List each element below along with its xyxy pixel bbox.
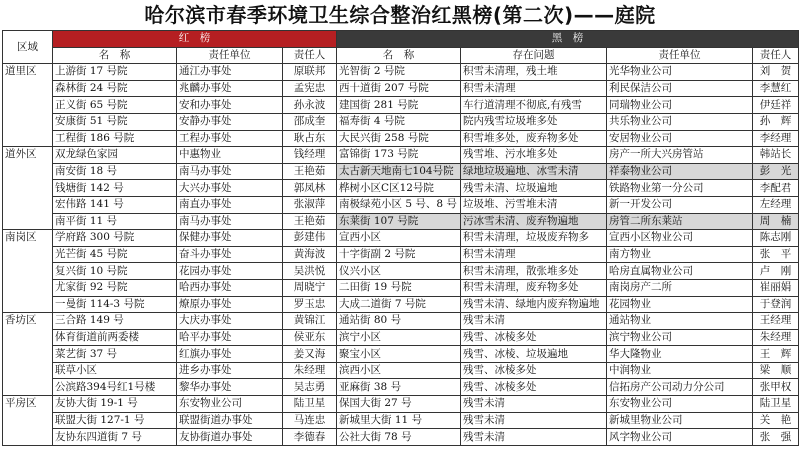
table-row [3,196,799,213]
red-person-cell: 王艳茹 [283,163,337,180]
black-col-person: 责任人 [753,47,799,64]
black-unit-cell: 花园物业 [607,296,753,313]
table-row [3,279,799,296]
black-list-header: 黑 榜 [337,31,799,48]
table-row [3,329,799,346]
black-issue-cell: 积雪未清理，废弃物多处 [461,279,607,296]
red-person-cell: 马连忠 [283,412,337,429]
red-unit-cell: 安和办事处 [177,97,283,114]
red-person-cell: 孟宪忠 [283,80,337,97]
red-name-cell: 友协东四道街 7 号 [53,429,177,446]
black-person-cell: 李经理 [753,130,799,147]
black-unit-cell: 新一开发公司 [607,196,753,213]
black-person-cell: 彭 光 [753,163,799,180]
black-name-cell: 滨西小区 [337,362,461,379]
red-unit-cell: 东安物业公司 [177,396,283,413]
black-issue-cell: 残雪未清 [461,412,607,429]
black-issue-cell: 残雪未清、绿地内废弃物遍地 [461,296,607,313]
black-unit-cell: 利民保洁公司 [607,80,753,97]
black-unit-cell: 同瑞物业公司 [607,97,753,114]
black-issue-cell: 积雪未清理 [461,80,607,97]
red-person-cell: 张淑萍 [283,196,337,213]
black-person-cell: 关 艳 [753,412,799,429]
black-name-cell: 新城里大街 11 号 [337,412,461,429]
table-row [3,147,799,164]
red-unit-cell: 友协街道办事处 [177,429,283,446]
black-name-cell: 通站街 80 号 [337,313,461,330]
black-name-cell: 十字街副 2 号院 [337,246,461,263]
table-row [3,113,799,130]
red-name-cell: 钱塘街 142 号 [53,180,177,197]
red-person-cell: 孙永波 [283,97,337,114]
black-unit-cell: 新城里物业公司 [607,412,753,429]
black-name-cell: 太古新天地南七104号院 [337,163,461,180]
black-issue-cell: 积雪未清理，垃圾废弃物多 [461,230,607,247]
red-name-cell: 宏伟路 141 号 [53,196,177,213]
black-col-name: 名 称 [337,47,461,64]
black-person-cell: 王 辉 [753,346,799,363]
black-issue-cell: 残雪未清 [461,313,607,330]
black-person-cell: 伊廷祥 [753,97,799,114]
black-name-cell: 大成二道街 7 号院 [337,296,461,313]
black-name-cell: 光智街 2 号院 [337,64,461,81]
red-name-cell: 体育街道前两委楼 [53,329,177,346]
black-unit-cell: 铁路物业第一分公司 [607,180,753,197]
red-name-cell: 公滨路394号红1号楼 [53,379,177,396]
red-name-cell: 联草小区 [53,362,177,379]
red-unit-cell: 通江办事处 [177,64,283,81]
black-person-cell: 陆卫星 [753,396,799,413]
black-unit-cell: 通站物业 [607,313,753,330]
black-unit-cell: 宣西小区物业公司 [607,230,753,247]
black-person-cell: 左经理 [753,196,799,213]
red-unit-cell: 南直办事处 [177,196,283,213]
table-row [3,296,799,313]
black-issue-cell: 残雪未清 [461,429,607,446]
black-unit-cell: 滨宁物业公司 [607,329,753,346]
red-unit-cell: 大庆办事处 [177,313,283,330]
black-unit-cell: 风字物业公司 [607,429,753,446]
table-row [3,362,799,379]
black-issue-cell: 积雪未清理 [461,246,607,263]
red-unit-cell: 黎华办事处 [177,379,283,396]
black-name-cell: 东莱街 107 号院 [337,213,461,230]
table-row [3,97,799,114]
table-row [3,230,799,247]
district-header: 区域 [3,31,53,64]
red-name-cell: 联盟大街 127-1 号 [53,412,177,429]
black-issue-cell: 残雪、冰棱、垃圾遍地 [461,346,607,363]
black-person-cell: 于登润 [753,296,799,313]
red-name-cell: 尤家街 92 号院 [53,279,177,296]
page-title: 哈尔滨市春季环境卫生综合整治红黑榜(第二次)——庭院 [144,3,656,27]
red-unit-cell: 花园办事处 [177,263,283,280]
black-issue-cell: 积雪未清理，散张堆多处 [461,263,607,280]
table-row [3,163,799,180]
black-unit-cell: 南方物业 [607,246,753,263]
black-name-cell: 富锦街 173 号院 [337,147,461,164]
red-unit-cell: 安静办事处 [177,113,283,130]
district-cell: 道外区 [3,147,53,230]
red-person-cell: 侯亚东 [283,329,337,346]
black-person-cell: 卢 刚 [753,263,799,280]
black-name-cell: 南极绿苑小区 5 号、8 号 [337,196,461,213]
black-issue-cell: 残雪、冰棱多处 [461,379,607,396]
table-row [3,180,799,197]
black-issue-cell: 积雪未清理，残土堆 [461,64,607,81]
red-person-cell: 邵成奎 [283,113,337,130]
header-row-columns [3,47,799,64]
black-issue-cell: 残雪、冰棱多处 [461,329,607,346]
black-unit-cell: 哈房直属物业公司 [607,263,753,280]
red-col-unit: 责任单位 [177,47,283,64]
black-issue-cell: 残雪、冰棱多处 [461,362,607,379]
header-row-top [3,31,799,48]
red-person-cell: 吴洪悦 [283,263,337,280]
black-issue-cell: 污冰雪未清、废弃物遍地 [461,213,607,230]
red-unit-cell: 南马办事处 [177,163,283,180]
black-name-cell: 滨宁小区 [337,329,461,346]
black-col-unit: 责任单位 [607,47,753,64]
black-person-cell: 刘 贺 [753,64,799,81]
table-row [3,429,799,446]
red-unit-cell: 进乡办事处 [177,362,283,379]
red-person-cell: 朱经理 [283,362,337,379]
red-unit-cell: 工程办事处 [177,130,283,147]
red-unit-cell: 奋斗办事处 [177,246,283,263]
table-row [3,346,799,363]
red-name-cell: 森林街 24 号院 [53,80,177,97]
black-unit-cell: 安居物业公司 [607,130,753,147]
black-issue-cell: 残雪未清 [461,396,607,413]
black-person-cell: 陈志刚 [753,230,799,247]
red-unit-cell: 哈西办事处 [177,279,283,296]
red-unit-cell: 中惠物业 [177,147,283,164]
red-person-cell: 李德春 [283,429,337,446]
district-cell: 平房区 [3,396,53,446]
red-name-cell: 一曼街 114-3 号院 [53,296,177,313]
table-row [3,313,799,330]
black-unit-cell: 祥泰物业公司 [607,163,753,180]
red-person-cell: 彭建伟 [283,230,337,247]
red-person-cell: 耿占东 [283,130,337,147]
table-row [3,80,799,97]
black-issue-cell: 残雪堆、污水堆多处 [461,147,607,164]
table-row [3,263,799,280]
red-col-person: 责任人 [283,47,337,64]
black-issue-cell: 院内残雪垃圾堆多处 [461,113,607,130]
district-cell: 香坊区 [3,313,53,396]
table-row [3,412,799,429]
table-row [3,213,799,230]
black-name-cell: 亚麻街 38 号 [337,379,461,396]
black-person-cell: 周 楠 [753,213,799,230]
black-unit-cell: 房产一所大兴房管站 [607,147,753,164]
table-row [3,396,799,413]
black-name-cell: 建国街 281 号院 [337,97,461,114]
district-cell: 道里区 [3,64,53,147]
red-person-cell: 罗玉忠 [283,296,337,313]
black-name-cell: 公社大街 78 号 [337,429,461,446]
black-person-cell: 韩站长 [753,147,799,164]
black-unit-cell: 光华物业公司 [607,64,753,81]
red-person-cell: 姜又海 [283,346,337,363]
black-unit-cell: 东安物业公司 [607,396,753,413]
red-unit-cell: 南马办事处 [177,213,283,230]
red-person-cell: 原联邦 [283,64,337,81]
red-person-cell: 钱经理 [283,147,337,164]
black-name-cell: 桦树小区C区12号院 [337,180,461,197]
red-list-header: 红 榜 [53,31,337,48]
red-person-cell: 王艳茹 [283,213,337,230]
black-issue-cell: 绿地垃圾遍地、冰雪未清 [461,163,607,180]
red-col-name: 名 称 [53,47,177,64]
district-cell: 南岗区 [3,230,53,313]
black-name-cell: 福寿街 4 号院 [337,113,461,130]
red-person-cell: 黄锦江 [283,313,337,330]
red-name-cell: 工程街 186 号院 [53,130,177,147]
black-person-cell: 张 平 [753,246,799,263]
honor-table [2,30,799,446]
red-name-cell: 菜艺街 37 号 [53,346,177,363]
red-person-cell: 周晓宁 [283,279,337,296]
black-unit-cell: 中润物业 [607,362,753,379]
black-unit-cell: 南岗房产二所 [607,279,753,296]
black-issue-cell: 残雪未清、垃圾遍地 [461,180,607,197]
black-name-cell: 大民兴街 258 号院 [337,130,461,147]
black-person-cell: 朱经理 [753,329,799,346]
red-unit-cell: 联盟街道办事处 [177,412,283,429]
red-name-cell: 学府路 300 号院 [53,230,177,247]
red-name-cell: 正义街 65 号院 [53,97,177,114]
red-person-cell: 黄海波 [283,246,337,263]
red-name-cell: 三合路 149 号 [53,313,177,330]
table-body [3,64,799,446]
black-person-cell: 张甲权 [753,379,799,396]
red-name-cell: 双龙绿色家园 [53,147,177,164]
black-name-cell: 宣西小区 [337,230,461,247]
red-name-cell: 南安街 18 号 [53,163,177,180]
table-row [3,130,799,147]
black-name-cell: 保国大街 27 号 [337,396,461,413]
red-unit-cell: 燎原办事处 [177,296,283,313]
red-name-cell: 南平街 11 号 [53,213,177,230]
red-name-cell: 光芒街 45 号院 [53,246,177,263]
black-name-cell: 二田街 19 号院 [337,279,461,296]
red-person-cell: 吴志勇 [283,379,337,396]
black-person-cell: 崔丽娟 [753,279,799,296]
black-issue-cell: 垃圾堆、污雪堆未清 [461,196,607,213]
black-unit-cell: 信拓房产公司动力分公司 [607,379,753,396]
black-person-cell: 李慧红 [753,80,799,97]
black-person-cell: 王经理 [753,313,799,330]
red-name-cell: 复兴街 10 号院 [53,263,177,280]
black-person-cell: 孙 辉 [753,113,799,130]
red-unit-cell: 大兴办事处 [177,180,283,197]
table-row [3,64,799,81]
red-name-cell: 安康街 51 号院 [53,113,177,130]
black-name-cell: 聚宝小区 [337,346,461,363]
table-row [3,379,799,396]
red-unit-cell: 哈平办事处 [177,329,283,346]
red-unit-cell: 红旗办事处 [177,346,283,363]
black-person-cell: 梁 顺 [753,362,799,379]
black-issue-cell: 积雪堆多处，废弃物多处 [461,130,607,147]
table-row [3,246,799,263]
black-issue-cell: 车行道清理不彻底,有残雪 [461,97,607,114]
red-name-cell: 上游街 17 号院 [53,64,177,81]
black-name-cell: 仪兴小区 [337,263,461,280]
red-person-cell: 郭凤林 [283,180,337,197]
red-unit-cell: 保健办事处 [177,230,283,247]
black-unit-cell: 华大隆物业 [607,346,753,363]
black-name-cell: 西十道街 207 号院 [337,80,461,97]
black-unit-cell: 房管二所东莱站 [607,213,753,230]
red-unit-cell: 兆麟办事处 [177,80,283,97]
black-person-cell: 李配君 [753,180,799,197]
red-name-cell: 友协大街 19-1 号 [53,396,177,413]
black-col-issue: 存在问题 [461,47,607,64]
black-person-cell: 张 强 [753,429,799,446]
black-unit-cell: 共乐物业公司 [607,113,753,130]
red-person-cell: 陆卫星 [283,396,337,413]
